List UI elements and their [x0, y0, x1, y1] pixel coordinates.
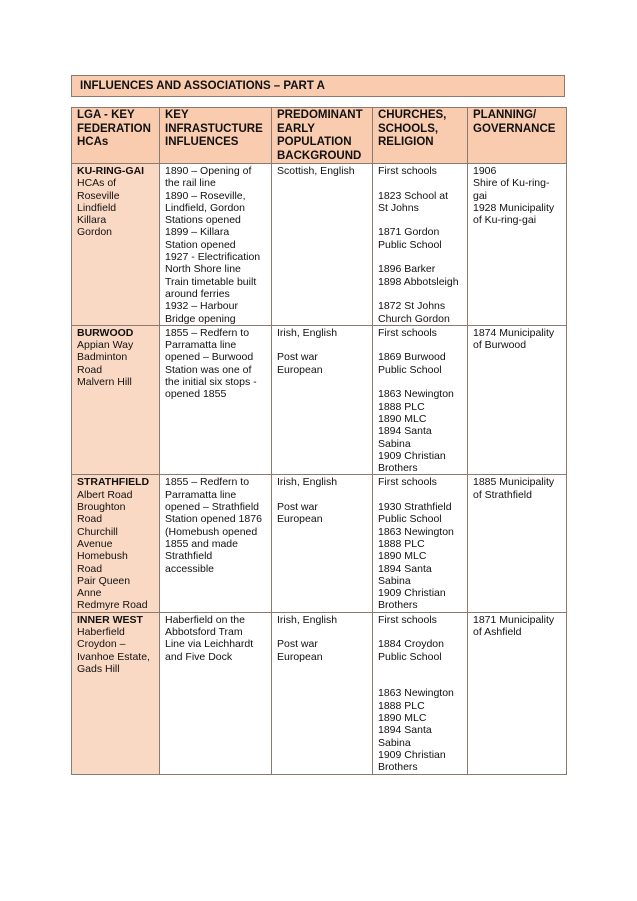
cell-line: European: [277, 363, 323, 376]
cell-line: 1932 – Harbour: [165, 300, 238, 313]
cell-line: of Burwood: [473, 339, 527, 352]
cell-line: St Johns: [378, 201, 419, 214]
header-row: [72, 108, 567, 164]
cell-line: 1890 – Roseville,: [165, 189, 246, 202]
cell-line: of Ashfield: [473, 625, 522, 638]
lga-hca-item: Road: [77, 513, 103, 526]
cell-line: [378, 376, 462, 388]
cell-line: 1888 PLC: [378, 400, 425, 413]
cell-line: [277, 626, 367, 638]
lga-hca-item: Lindfield: [77, 201, 117, 214]
lga-hca-item: Badminton: [77, 351, 128, 364]
lga-name: STRATHFIELD: [77, 476, 150, 489]
cell-line: [378, 339, 462, 351]
table-row: [72, 475, 567, 612]
lga-cell: [72, 475, 160, 612]
header-planning: PLANNING/ GOVERNANCE: [468, 108, 567, 164]
cell-line: 1871 Municipality: [473, 613, 555, 626]
cell-line: [378, 489, 462, 501]
cell-line: Shire of Ku-ring-: [473, 177, 550, 190]
cell-line: of Strathfield: [473, 488, 532, 501]
cell-line: Brothers: [378, 599, 418, 612]
lga-cell: [72, 164, 160, 326]
infrastructure-cell: [160, 325, 272, 475]
churches-cell: [373, 475, 468, 612]
lga-hca-item: Albert Road: [77, 488, 133, 501]
cell-line: Post war: [277, 638, 318, 651]
cell-line: gai: [473, 189, 488, 202]
table-row: [72, 612, 567, 774]
cell-line: Church Gordon: [378, 312, 450, 325]
cell-line: 1888 PLC: [378, 537, 425, 550]
cell-line: opened – Strathfield: [165, 501, 259, 514]
cell-line: Brothers: [378, 761, 418, 774]
cell-line: 1863 Newington: [378, 388, 454, 401]
cell-line: Parramatta line: [165, 488, 237, 501]
cell-line: [378, 214, 462, 226]
cell-line: 1928 Municipality: [473, 201, 555, 214]
cell-line: 1855 – Redfern to: [165, 476, 250, 489]
cell-line: Bridge opening: [165, 312, 236, 325]
cell-line: Sabina: [378, 437, 411, 450]
cell-line: 1823 School at: [378, 189, 449, 202]
cell-line: Parramatta line: [165, 339, 237, 352]
cell-line: 1894 Santa: [378, 562, 432, 575]
lga-hca-item: Avenue: [77, 537, 113, 550]
cell-line: 1888 PLC: [378, 699, 425, 712]
lga-hca-item: Broughton: [77, 501, 126, 514]
page-title: INFLUENCES AND ASSOCIATIONS – PART A: [71, 75, 565, 97]
cell-line: 1899 – Killara: [165, 226, 230, 239]
cell-line: Public School: [378, 650, 442, 663]
cell-line: Scottish, English: [277, 165, 355, 177]
lga-hca-item: Churchill: [77, 525, 118, 538]
lga-hca-item: Ivanhoe Estate,: [77, 650, 150, 663]
population-cell: [272, 612, 373, 774]
cell-line: Irish, English: [277, 613, 338, 626]
cell-line: the rail line: [165, 177, 216, 190]
cell-line: accessible: [165, 562, 215, 575]
lga-hca-item: Haberfield: [77, 625, 125, 638]
cell-line: Sabina: [378, 736, 411, 749]
cell-line: 1894 Santa: [378, 425, 432, 438]
cell-line: 1863 Newington: [378, 687, 454, 700]
cell-line: Station opened: [165, 238, 236, 251]
cell-line: [277, 489, 367, 501]
cell-line: Abbotsford Tram: [165, 625, 243, 638]
cell-line: Train timetable built: [165, 275, 257, 288]
cell-line: opened 1855: [165, 388, 227, 401]
lga-hca-item: Appian Way: [77, 339, 134, 352]
lga-hca-item: Homebush: [77, 550, 128, 563]
cell-line: Sabina: [378, 574, 411, 587]
lga-hca-item: Roseville: [77, 189, 120, 202]
cell-line: Irish, English: [277, 326, 338, 339]
cell-line: 1909 Christian: [378, 449, 446, 462]
cell-line: opened – Burwood: [165, 351, 254, 364]
cell-line: 1885 Municipality: [473, 476, 555, 489]
influences-table: [71, 107, 567, 775]
population-cell: [272, 164, 373, 326]
cell-line: 1890 MLC: [378, 412, 427, 425]
lga-hca-item: Killara: [77, 214, 107, 227]
lga-hca-item: Road: [77, 562, 103, 575]
cell-line: Post war: [277, 351, 318, 364]
cell-line: [277, 339, 367, 351]
planning-cell: [468, 164, 567, 326]
cell-line: First schools: [378, 165, 437, 177]
cell-line: 1855 and made: [165, 537, 238, 550]
cell-line: Lindfield, Gordon: [165, 201, 245, 214]
cell-line: Line via Leichhardt: [165, 638, 254, 651]
cell-line: 1927 - Electrification: [165, 251, 261, 264]
cell-line: (Homebush opened: [165, 525, 258, 538]
cell-line: 1890 MLC: [378, 550, 427, 563]
header-infrastructure: KEY INFRASTUCTURE INFLUENCES: [160, 108, 272, 164]
lga-hca-item: Road: [77, 363, 103, 376]
planning-cell: [468, 612, 567, 774]
lga-hca-item: Croydon –: [77, 638, 126, 651]
cell-line: Haberfield on the: [165, 613, 245, 626]
churches-cell: [373, 612, 468, 774]
churches-cell: [373, 164, 468, 326]
infrastructure-cell: [160, 475, 272, 612]
cell-line: Strathfield: [165, 550, 213, 563]
lga-cell: [72, 612, 160, 774]
cell-line: 1909 Christian: [378, 587, 446, 600]
cell-line: Stations opened: [165, 214, 241, 227]
lga-name: BURWOOD: [77, 326, 134, 339]
cell-line: 1890 MLC: [378, 712, 427, 725]
planning-cell: [468, 475, 567, 612]
cell-line: 1930 Strathfield: [378, 501, 452, 514]
cell-line: 1890 – Opening of: [165, 165, 252, 177]
header-population: PREDOMINANT EARLY POPULATION BACKGROUND: [272, 108, 373, 164]
cell-line: First schools: [378, 326, 437, 339]
cell-line: 1896 Barker: [378, 263, 436, 276]
cell-line: [378, 675, 462, 687]
lga-name: KU-RING-GAI: [77, 165, 145, 177]
cell-line: 1863 Newington: [378, 525, 454, 538]
cell-line: Irish, English: [277, 476, 338, 489]
cell-line: Station opened 1876: [165, 513, 262, 526]
lga-hca-item: Gordon: [77, 226, 113, 239]
cell-line: Brothers: [378, 462, 418, 475]
population-cell: [272, 475, 373, 612]
cell-line: [378, 251, 462, 263]
cell-line: European: [277, 513, 323, 526]
cell-line: 1874 Municipality: [473, 326, 555, 339]
population-cell: [272, 325, 373, 475]
cell-line: the initial six stops -: [165, 376, 257, 389]
cell-line: Public School: [378, 238, 442, 251]
cell-line: [378, 288, 462, 300]
lga-name: INNER WEST: [77, 613, 143, 626]
churches-cell: [373, 325, 468, 475]
infrastructure-cell: [160, 164, 272, 326]
cell-line: 1906: [473, 165, 497, 177]
header-churches: CHURCHES, SCHOOLS, RELIGION: [373, 108, 468, 164]
lga-hca-item: Pair Queen: [77, 574, 131, 587]
planning-cell: [468, 325, 567, 475]
cell-line: First schools: [378, 476, 437, 489]
cell-line: Public School: [378, 363, 442, 376]
lga-hca-item: Redmyre Road: [77, 599, 148, 612]
lga-cell: [72, 325, 160, 475]
cell-line: 1909 Christian: [378, 748, 446, 761]
cell-line: 1884 Croydon: [378, 638, 444, 651]
cell-line: Post war: [277, 501, 318, 514]
cell-line: and Five Dock: [165, 650, 233, 663]
cell-line: 1869 Burwood: [378, 351, 446, 364]
cell-line: 1898 Abbotsleigh: [378, 275, 459, 288]
infrastructure-cell: [160, 612, 272, 774]
cell-line: 1871 Gordon: [378, 226, 440, 239]
cell-line: Station was one of: [165, 363, 252, 376]
cell-line: [378, 177, 462, 189]
lga-hca-item: HCAs of: [77, 177, 117, 190]
cell-line: 1872 St Johns: [378, 300, 446, 313]
cell-line: North Shore line: [165, 263, 241, 276]
header-lga: LGA - KEY FEDERATION HCAs: [72, 108, 160, 164]
cell-line: First schools: [378, 613, 437, 626]
cell-line: of Ku-ring-gai: [473, 214, 537, 227]
table-row: [72, 325, 567, 475]
lga-hca-item: Malvern Hill: [77, 376, 132, 389]
cell-line: European: [277, 650, 323, 663]
cell-line: [378, 626, 462, 638]
cell-line: 1894 Santa: [378, 724, 432, 737]
cell-line: Public School: [378, 513, 442, 526]
lga-hca-item: Anne: [77, 587, 102, 600]
cell-line: [378, 663, 462, 675]
cell-line: 1855 – Redfern to: [165, 326, 250, 339]
cell-line: around ferries: [165, 287, 230, 300]
lga-hca-item: Gads Hill: [77, 662, 120, 675]
table-row: [72, 164, 567, 326]
